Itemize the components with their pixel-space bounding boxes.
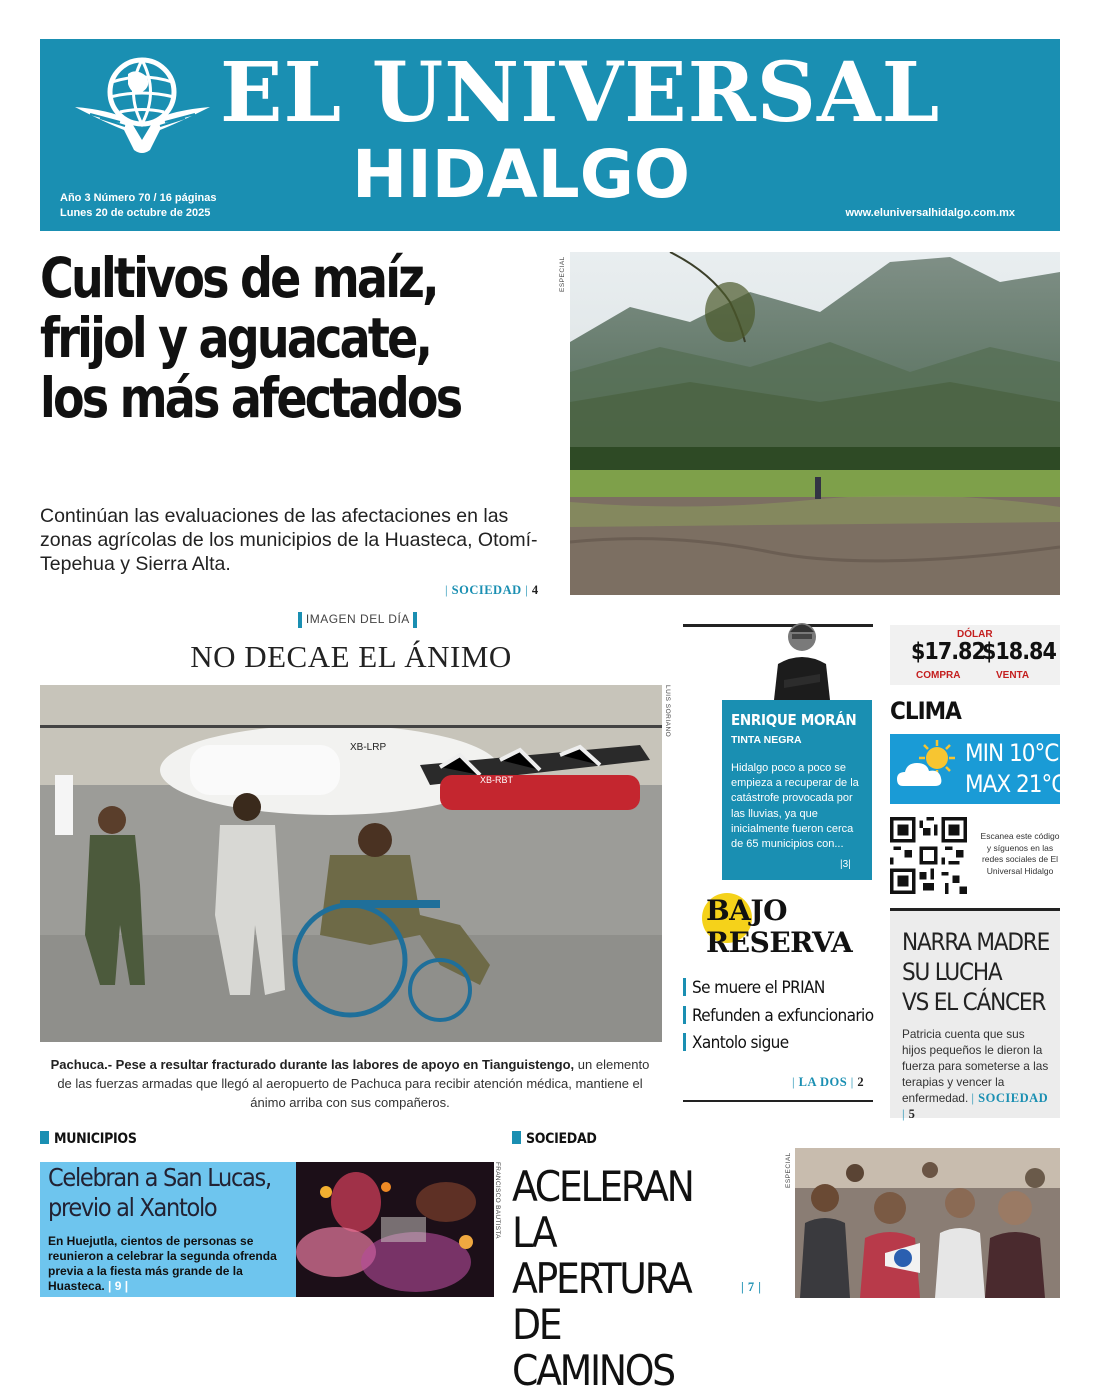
- lead-photo-field[interactable]: [570, 252, 1060, 595]
- column-name: TINTA NEGRA: [731, 734, 802, 746]
- currency-label: DÓLAR: [957, 629, 993, 640]
- issue-info: [60, 191, 217, 221]
- buy-rate: $17.82: [911, 639, 985, 665]
- buy-label: COMPRA: [916, 670, 961, 681]
- item-text: Se muere el PRIAN: [692, 978, 825, 998]
- qr-caption: Escanea este código y síguenos en las redes sociales de El Universal Hidalgo: [980, 831, 1060, 876]
- municipios-photo[interactable]: [296, 1162, 494, 1297]
- image-of-day-caption: [44, 1055, 656, 1112]
- image-of-day-label: [295, 612, 420, 628]
- qr-code-icon[interactable]: [890, 817, 967, 894]
- lead-headline[interactable]: [40, 248, 524, 428]
- lead-section-ref[interactable]: | SOCIEDAD | 4: [445, 583, 539, 597]
- brand-title: EL UNIVERSAL: [220, 45, 941, 141]
- headline-line: Cultivos de maíz,: [40, 246, 437, 310]
- title-line: DE CAMINOS: [512, 1300, 674, 1395]
- photo-credit: ESPECIAL: [785, 1152, 792, 1188]
- page-number: 4: [531, 583, 539, 597]
- helicopter-registration: XB-LRP: [350, 742, 387, 753]
- headline-line: frijol y aguacate,: [40, 306, 431, 370]
- sell-label: VENTA: [996, 670, 1030, 681]
- section-header-sociedad: [512, 1131, 597, 1147]
- temp-max: MAX 21°C: [965, 770, 1066, 798]
- columnist-name: ENRIQUE MORÁN: [731, 711, 857, 729]
- website-link[interactable]: www.eluniversalhidalgo.com.mx: [845, 207, 1015, 219]
- sell-rate: $18.84: [982, 639, 1056, 665]
- narra-title[interactable]: [902, 927, 1049, 1017]
- section-name: SOCIEDAD: [451, 583, 522, 597]
- globe-eagle-logo-icon: [70, 52, 215, 157]
- narra-body: Patricia cuenta que sus hijos pequeños le dieron la fuerza para someterse a las terapias y vencer la enfermedad.: [902, 1027, 1049, 1105]
- narra-text: [902, 1026, 1052, 1122]
- list-item[interactable]: [683, 1006, 873, 1026]
- caption-bold: Pachuca.- Pese a resultar fracturado durante las labores de apoyo en Tianguistengo,: [50, 1057, 575, 1072]
- helicopter-registration: XB-RBT: [480, 775, 514, 785]
- partly-cloudy-icon: [893, 736, 963, 800]
- divider: [683, 1100, 873, 1102]
- column-excerpt: Hidalgo poco a poco se empieza a recuperar de la catástrofe provocada por las lluvias, ya que inicialmente fueron cerca de 65 municipios con...: [731, 762, 859, 851]
- section-header-municipios: [40, 1131, 137, 1147]
- date-line: Lunes 20 de octubre de 2025: [60, 207, 211, 219]
- lead-subhead: Continúan las evaluaciones de las afectaciones en las zonas agrícolas de los municipios de la Huasteca, Otomí-Tepehua y Sierra Alta.: [40, 505, 538, 575]
- bajo-reserva-section-ref[interactable]: | LA DOS | 2: [792, 1075, 865, 1089]
- title-line: BAJO: [706, 894, 788, 927]
- image-of-day-photo[interactable]: [40, 685, 662, 1042]
- weather-title: CLIMA: [890, 697, 961, 725]
- municipios-text: [48, 1234, 293, 1294]
- photo-credit: LUIS SORIANO: [664, 685, 671, 738]
- sociedad-title[interactable]: [512, 1164, 712, 1394]
- sociedad-page-ref[interactable]: | 7 |: [741, 1280, 762, 1294]
- title-line: SU LUCHA: [902, 958, 1002, 986]
- item-text: Xantolo sigue: [692, 1033, 789, 1053]
- bajo-reserva-title[interactable]: [706, 895, 852, 959]
- temp-min: MIN 10°C: [965, 739, 1059, 767]
- municipios-body: En Huejutla, cientos de personas se reunieron a celebrar la segunda ofrenda previa a la fiesta más grande de la Huasteca.: [48, 1234, 277, 1293]
- caption-rest: un elemento de las fuerzas armadas que llegó al aeropuerto de Pachuca para recibir atención médica, mantiene el ánimo arriba con sus compañeros.: [57, 1057, 650, 1110]
- headline-line: los más afectados: [40, 366, 461, 430]
- page-ref: | 9 |: [108, 1279, 129, 1293]
- image-of-day-title[interactable]: NO DECAE EL ÁNIMO: [190, 639, 512, 674]
- sociedad-photo[interactable]: [795, 1148, 1060, 1298]
- title-line: RESERVA: [706, 926, 853, 959]
- label-text: IMAGEN DEL DÍA: [305, 612, 410, 627]
- item-text: Refunden a exfuncionario: [692, 1006, 874, 1026]
- title-line: ACELERAN: [512, 1162, 693, 1211]
- list-item[interactable]: [683, 978, 825, 998]
- region-title: HIDALGO: [352, 136, 690, 213]
- section-name: SOCIEDAD: [978, 1091, 1049, 1105]
- title-line: NARRA MADRE: [902, 928, 1050, 956]
- section-label: SOCIEDAD: [526, 1131, 597, 1147]
- narra-section-ref[interactable]: | SOCIEDAD | 5: [902, 1091, 1049, 1121]
- page-number: 2: [857, 1075, 865, 1089]
- section-label: MUNICIPIOS: [54, 1131, 137, 1147]
- title-line: LA APERTURA: [512, 1208, 691, 1303]
- list-item[interactable]: [683, 1033, 789, 1053]
- title-line: VS EL CÁNCER: [902, 988, 1046, 1016]
- page-number: 5: [908, 1107, 916, 1121]
- municipios-title[interactable]: Celebran a San Lucas, previo al Xantolo: [48, 1163, 271, 1222]
- issue-line: Año 3 Número 70 / 16 páginas: [60, 192, 217, 204]
- photo-credit: ESPECIAL: [559, 256, 566, 292]
- photo-credit: FRANCISCO BAUTISTA: [494, 1162, 501, 1239]
- columnist-avatar: [772, 612, 832, 700]
- section-name: LA DOS: [798, 1075, 848, 1089]
- column-page-ref: |3|: [840, 859, 851, 870]
